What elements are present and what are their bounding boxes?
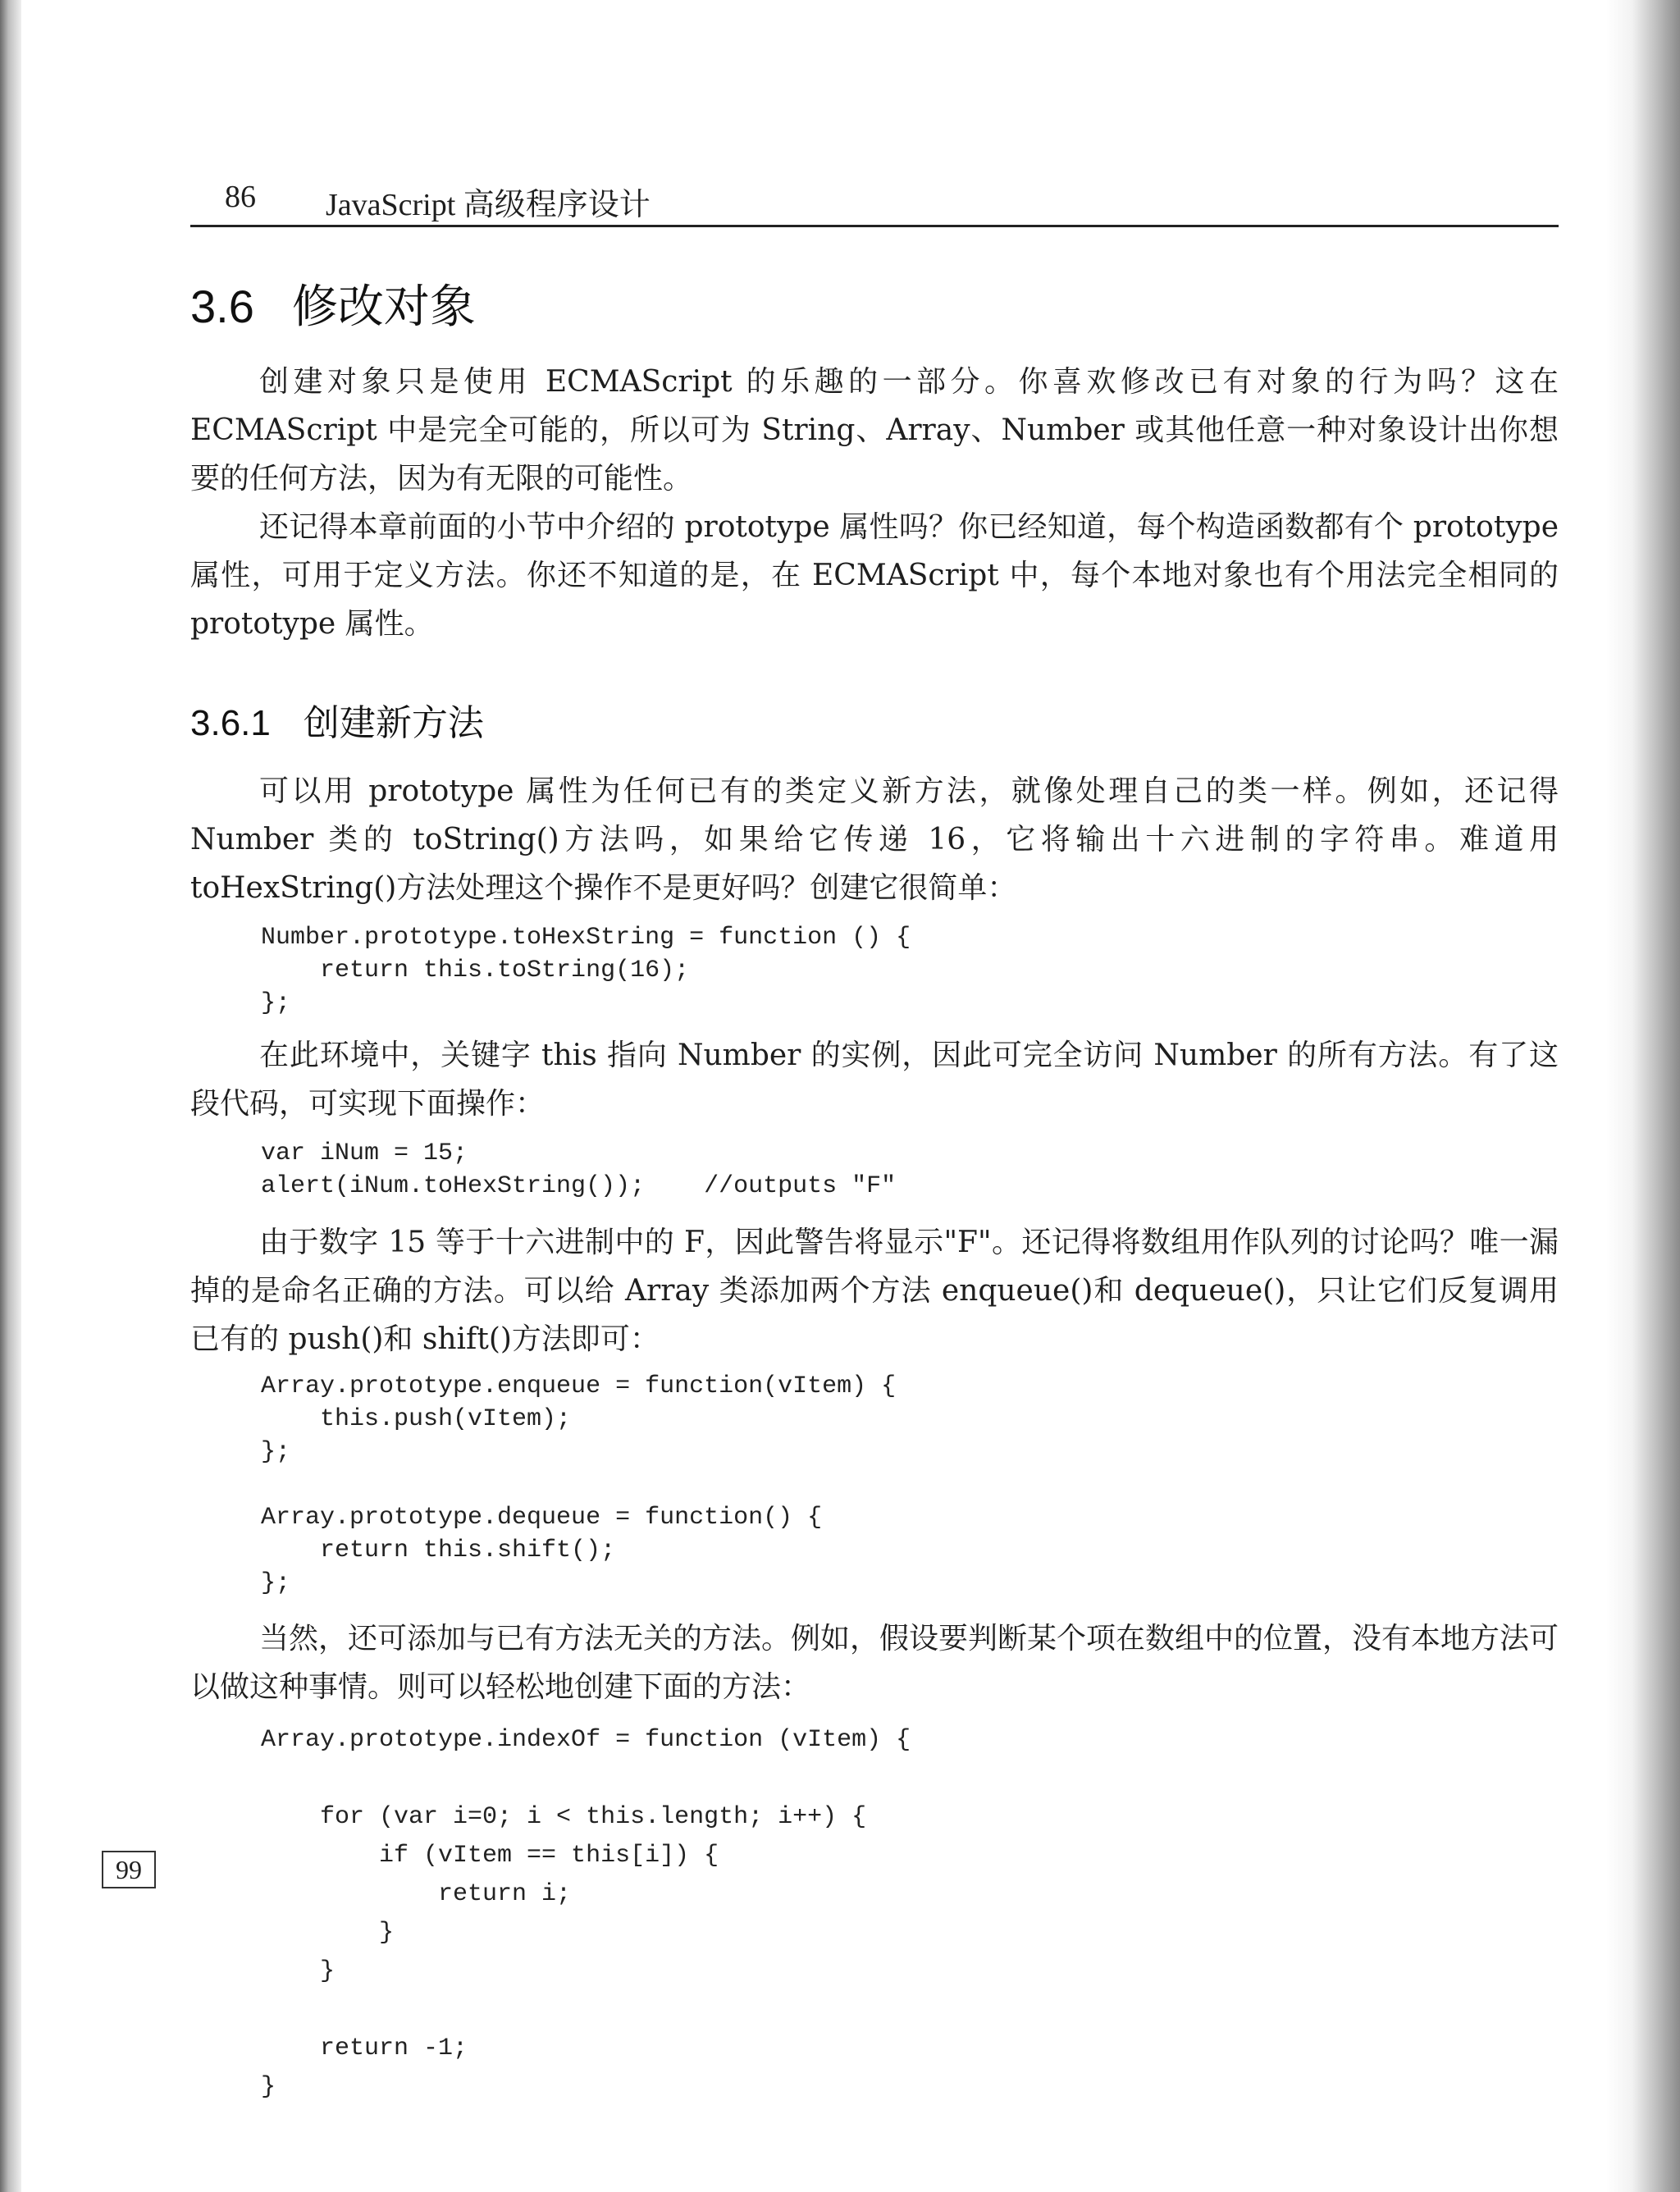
scan-left-edge [0, 0, 21, 2192]
running-header [190, 172, 1559, 227]
paragraph-this-keyword: 在此环境中，关键字 this 指向 Number 的实例，因此可完全访问 Number 的所有方法。有了这段代码，可实现下面操作： [190, 1039, 1559, 1121]
section-number: 3.6 [190, 281, 254, 332]
section-title: 修改对象 [291, 281, 476, 332]
page-number: 86 [225, 180, 256, 214]
margin-page-reference: 99 [102, 1851, 156, 1888]
code-block-usage: var iNum = 15; alert(iNum.toHexString()); //outputs "F" [261, 1139, 897, 1200]
subsection-number: 3.6.1 [190, 703, 271, 743]
paragraph-queue-methods: 由于数字 15 等于十六进制中的 F，因此警告将显示"F"。还记得将数组用作队列的讨论吗？唯一漏掉的是命名正确的方法。可以给 Array 类添加两个方法 enqueue()和 dequeue()，只让它们反复调用已有的 push()和 shift()方法即可： [190, 1226, 1559, 1356]
book-title: JavaScript 高级程序设计 [326, 188, 651, 222]
subsection-title: 创建新方法 [303, 703, 484, 743]
paragraph-intro: 创建对象只是使用 ECMAScript 的乐趣的一部分。你喜欢修改已有对象的行为吗？这在 ECMAScript 中是完全可能的，所以可为 String、Array、Number 或其他任意一种对象设计出你想要的任何方法，因为有无限的可能性。 [190, 365, 1559, 495]
scan-right-edge [1606, 0, 1680, 2192]
paragraph-indexof: 当然，还可添加与已有方法无关的方法。例如，假设要判断某个项在数组中的位置，没有本地方法可以做这种事情。则可以轻松地创建下面的方法： [190, 1622, 1559, 1704]
subsection-heading [190, 693, 484, 746]
paragraph-new-methods: 可以用 prototype 属性为任何已有的类定义新方法，就像处理自己的类一样。例如，还记得 Number 类的 toString()方法吗，如果给它传递 16，它将输出十六进制的字符串。难道用 toHexString()方法处理这个操作不是更好吗？创建它很简单： [190, 774, 1559, 905]
code-block-tohexstring: Number.prototype.toHexString = function () { return this.toString(16); }; [261, 924, 911, 1017]
section-heading [190, 271, 476, 336]
paragraph-prototype: 还记得本章前面的小节中介绍的 prototype 属性吗？你已经知道，每个构造函数都有个 prototype 属性，可用于定义方法。你还不知道的是，在 ECMAScript 中，每个本地对象也有个用法完全相同的 prototype 属性。 [190, 510, 1559, 641]
code-block-enqueue-dequeue: Array.prototype.enqueue = function(vItem) { this.push(vItem); }; Array.prototype.dequeue = function() { return this.shift(); }; [261, 1372, 897, 1597]
code-block-indexof: Array.prototype.indexOf = function (vItem) { for (var i=0; i < this.length; i++) { if (vItem == this[i]) { return i; } } return -1; } [261, 1726, 911, 2101]
